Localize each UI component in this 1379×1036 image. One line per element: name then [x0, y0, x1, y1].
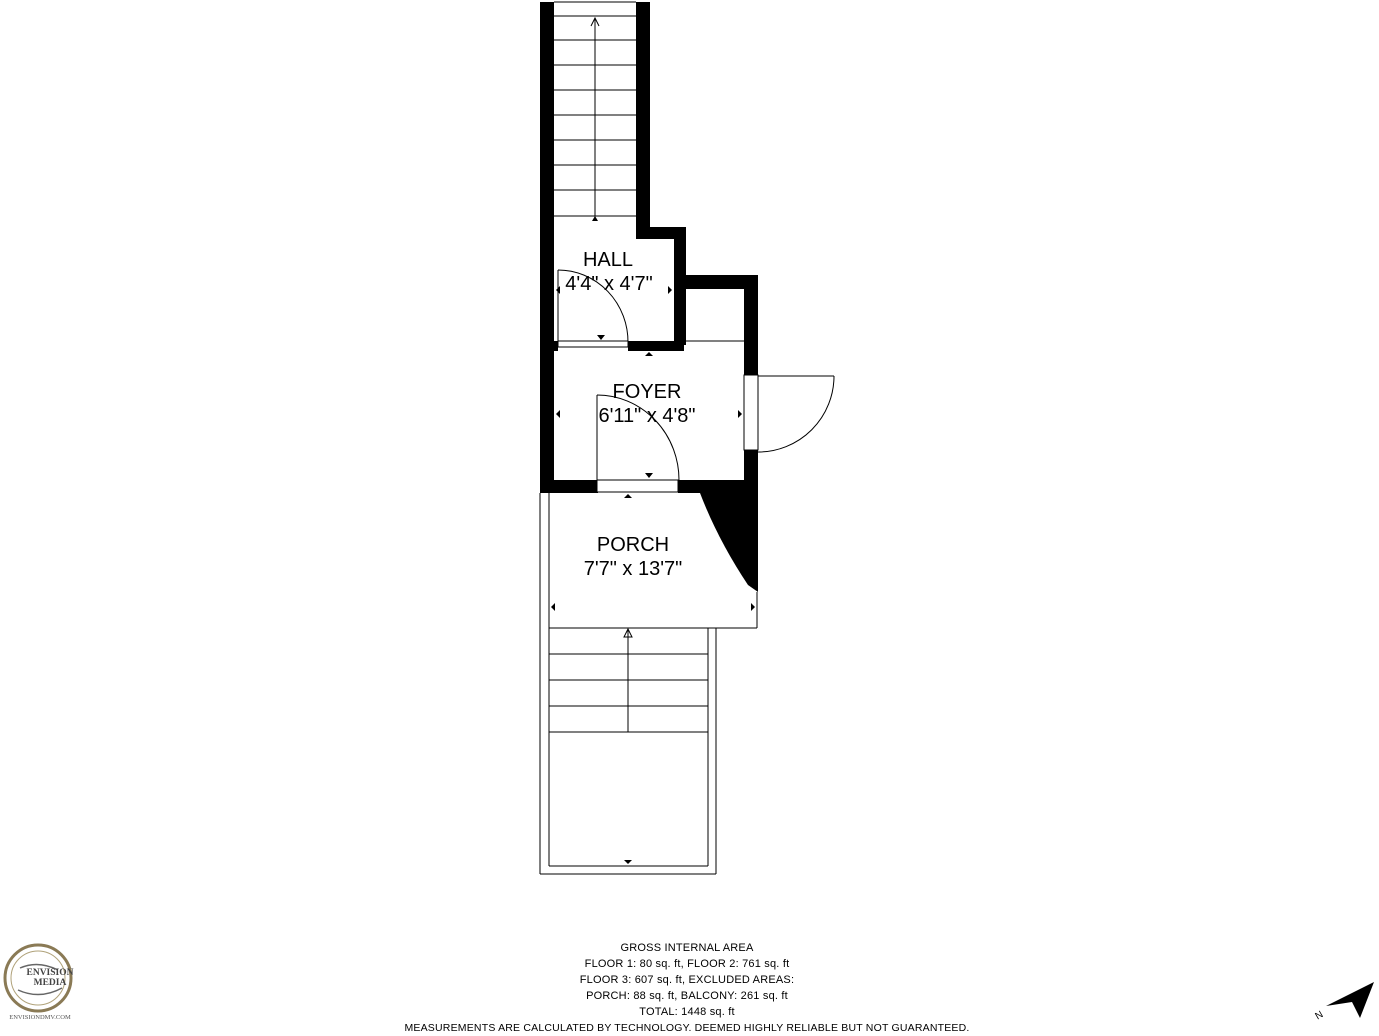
area-line-4: TOTAL: 1448 sq. ft: [639, 1006, 735, 1018]
disclaimer: MEASUREMENTS ARE CALCULATED BY TECHNOLOGY. DEEMED HIGHLY RELIABLE BUT NOT GUARANTEED.: [404, 1022, 970, 1034]
upper-stairs: [554, 2, 636, 216]
area-heading: GROSS INTERNAL AREA: [620, 942, 754, 954]
area-line-2: FLOOR 3: 607 sq. ft, EXCLUDED AREAS:: [579, 974, 795, 986]
hall-name: HALL: [582, 249, 634, 271]
logo-line1: ENVISION: [26, 968, 74, 978]
porch-size: 7'7" x 13'7": [583, 558, 683, 580]
logo-wordmark: [22, 968, 78, 988]
logo-url: ENVISIONDMV.COM: [9, 1014, 71, 1021]
north-label: N: [1313, 1009, 1326, 1022]
area-line-1: FLOOR 1: 80 sq. ft, FLOOR 2: 761 sq. ft: [584, 958, 790, 970]
exterior-door: [744, 375, 834, 452]
stair-tick-marker: [592, 216, 598, 221]
logo-line2: MEDIA: [33, 978, 67, 988]
area-line-3: PORCH: 88 sq. ft, BALCONY: 261 sq. ft: [586, 990, 788, 1002]
lower-stairs: [549, 629, 708, 732]
porch-name: PORCH: [596, 534, 670, 556]
hall-size: 4'4" x 4'7": [565, 273, 653, 295]
foyer-size: 6'11" x 4'8": [598, 405, 696, 427]
area-summary: [380, 940, 994, 1036]
foyer-name: FOYER: [612, 381, 682, 403]
north-arrow-icon: [1312, 978, 1378, 1022]
